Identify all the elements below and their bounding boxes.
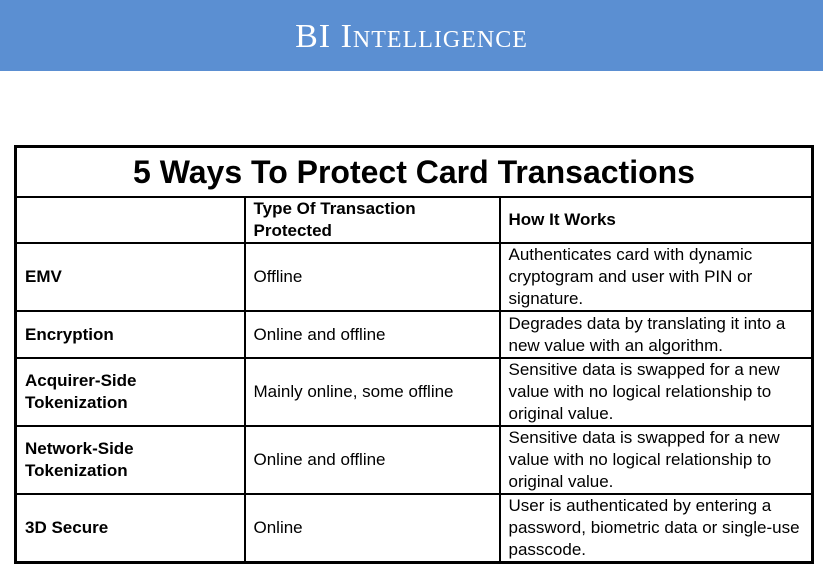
method-cell: Acquirer-Side Tokenization [16, 358, 245, 426]
method-cell: EMV [16, 243, 245, 311]
type-cell: Mainly online, some offline [245, 358, 500, 426]
type-cell: Online and offline [245, 426, 500, 494]
method-cell: Encryption [16, 311, 245, 358]
table-row [16, 494, 813, 563]
table-row [16, 311, 813, 358]
header-banner [0, 0, 823, 71]
table-row [16, 358, 813, 426]
how-cell: User is authenticated by entering a password, biometric data or single-use passcode. [500, 494, 813, 563]
how-cell: Degrades data by translating it into a new value with an algorithm. [500, 311, 813, 358]
how-cell: Sensitive data is swapped for a new value with no logical relationship to original value. [500, 358, 813, 426]
column-header-how: How It Works [500, 197, 813, 243]
type-cell: Online and offline [245, 311, 500, 358]
table-row [16, 426, 813, 494]
column-header-method [16, 197, 245, 243]
table-row [16, 243, 813, 311]
method-cell: Network-Side Tokenization [16, 426, 245, 494]
type-cell: Offline [245, 243, 500, 311]
table-title: 5 Ways To Protect Card Transactions [16, 147, 813, 198]
type-cell: Online [245, 494, 500, 563]
table-title-row [16, 147, 813, 198]
brand-logo-text: BI Intelligence [295, 17, 528, 55]
protection-methods-table [14, 145, 814, 564]
method-cell: 3D Secure [16, 494, 245, 563]
how-cell: Authenticates card with dynamic cryptogram and user with PIN or signature. [500, 243, 813, 311]
table-header-row [16, 197, 813, 243]
protection-methods-table-container [14, 145, 811, 564]
how-cell: Sensitive data is swapped for a new value with no logical relationship to original value. [500, 426, 813, 494]
column-header-type: Type Of Transaction Protected [245, 197, 500, 243]
